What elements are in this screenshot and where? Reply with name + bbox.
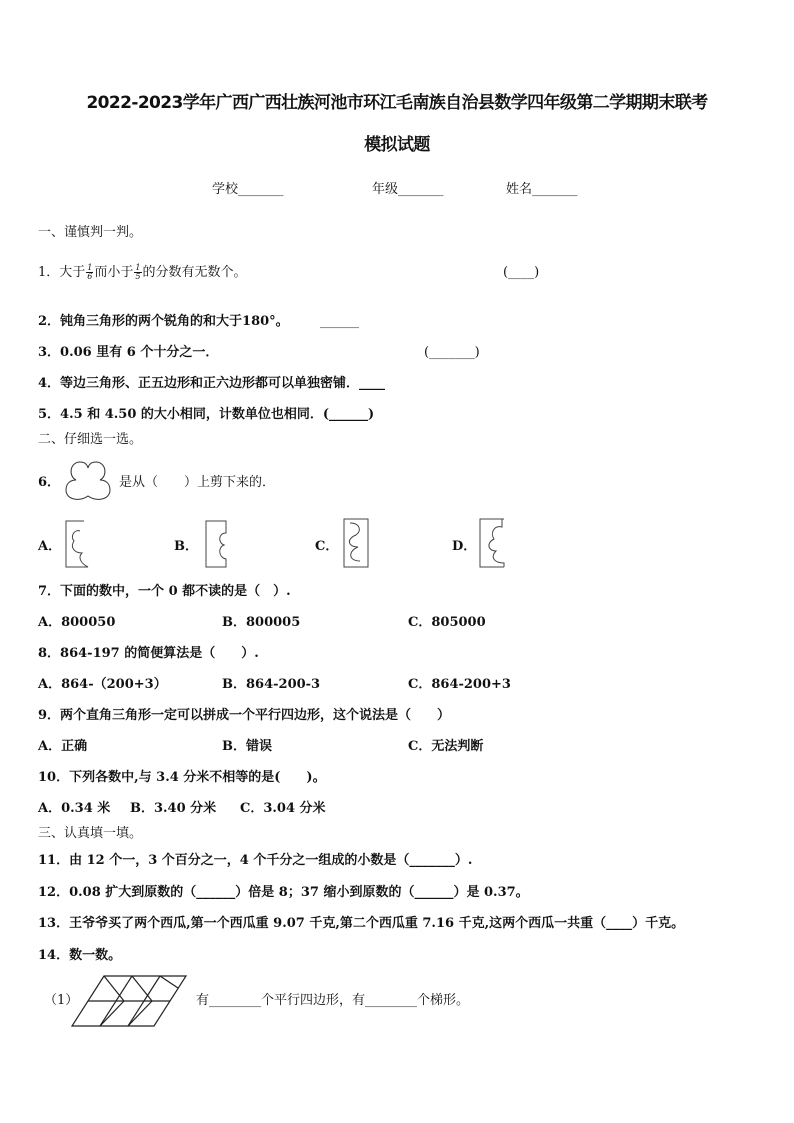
q9-option-b: B．错误 — [222, 739, 272, 754]
fraction-one-fifth: $\frac{1}{5}$ — [135, 263, 141, 281]
q3-answer-paren: (_______) — [424, 345, 480, 360]
q1-text-b: 而小于 — [94, 265, 134, 280]
q1-answer-paren: (____) — [503, 265, 540, 280]
q6-option-d-label: D． — [452, 539, 477, 554]
grade-field: 年级_______ — [372, 182, 444, 197]
q1-text-c: 的分数有无数个。 — [142, 265, 247, 280]
question-9: 9．两个直角三角形一定可以拼成一个平行四边形，这个说法是（ ） — [38, 708, 451, 723]
q9-option-c: C．无法判断 — [408, 739, 484, 754]
question-13: 13．王爷爷买了两个西瓜,第一个西瓜重 9.07 千克,第二个西瓜重 7.16 千克,这两个西瓜一共重（____）千克。 — [38, 916, 685, 931]
name-field: 姓名_______ — [506, 182, 578, 197]
question-6: 是从（ ）上剪下来的． — [119, 475, 276, 490]
question-2: 2．钝角三角形的两个锐角的和大于180°。 — [38, 314, 289, 329]
question-11: 11．由 12 个一，3 个百分之一，4 个千分之一组成的小数是（_______）. — [38, 853, 473, 868]
q1-text-a: 大于 — [59, 265, 86, 280]
question-7: 7．下面的数中，一个 0 都不读的是（ ）. — [38, 584, 291, 599]
question-12: 12．0.08 扩大到原数的（______）倍是 8；37 缩小到原数的（______）是 0.37。 — [38, 885, 529, 900]
q6-number: 6． — [38, 475, 61, 490]
q7-option-a: A．800050 — [38, 615, 116, 630]
question-8: 8．864-197 的简便算法是（ ）. — [38, 646, 259, 661]
option-d-shape-figure — [478, 517, 508, 571]
q6-option-a-label: A． — [38, 539, 62, 554]
option-b-shape-figure — [202, 519, 232, 569]
option-a-shape-figure — [62, 519, 92, 569]
option-c-shape-figure — [342, 517, 372, 571]
q8-option-c: C．864-200+3 — [408, 677, 511, 692]
fraction-one-sixth: $\frac{1}{6}$ — [87, 263, 93, 281]
question-4: 4．等边三角形、正五边形和正六边形都可以单独密铺．____ — [38, 376, 386, 391]
question-1 — [38, 264, 247, 282]
q2-answer-blank: ______ — [320, 314, 359, 329]
q6-option-c-label: C． — [315, 539, 339, 554]
page-subtitle: 模拟试题 — [364, 135, 430, 155]
q14-sub-text: 有________个平行四边形，有________个梯形。 — [196, 993, 470, 1008]
question-14: 14．数一数。 — [38, 948, 122, 963]
q1-number: 1． — [38, 265, 60, 280]
q7-option-b: B．800005 — [222, 615, 301, 630]
question-3: 3．0.06 里有 6 个十分之一． — [38, 345, 219, 360]
section-1-heading: 一、谨慎判一判。 — [38, 225, 143, 240]
section-3-heading: 三、认真填一填。 — [38, 826, 143, 841]
q10-option-a: A．0.34 米 — [38, 801, 111, 816]
q8-option-b: B．864-200-3 — [222, 677, 321, 692]
question-5: 5．4.5 和 4.50 的大小相同，计数单位也相同．(______) — [38, 407, 375, 422]
q7-option-c: C．805000 — [408, 615, 486, 630]
parallelogram-trapezoid-figure — [70, 974, 190, 1028]
q6-option-b-label: B． — [174, 539, 198, 554]
question-10: 10．下列各数中,与 3.4 分米不相等的是( )。 — [38, 770, 326, 785]
page-title: 2022-2023学年广西广西壮族河池市环江毛南族自治县数学四年级第二学期期末联考 — [86, 93, 708, 113]
clover-shape-figure — [62, 456, 114, 504]
q10-option-c: C．3.04 分米 — [240, 801, 326, 816]
q10-option-b: B．3.40 分米 — [130, 801, 217, 816]
section-2-heading: 二、仔细选一选。 — [38, 432, 143, 447]
q8-option-a: A．864-（200+3） — [38, 677, 167, 692]
q14-sub-label: （1） — [44, 993, 79, 1008]
school-field: 学校_______ — [212, 182, 284, 197]
q9-option-a: A．正确 — [38, 739, 88, 754]
